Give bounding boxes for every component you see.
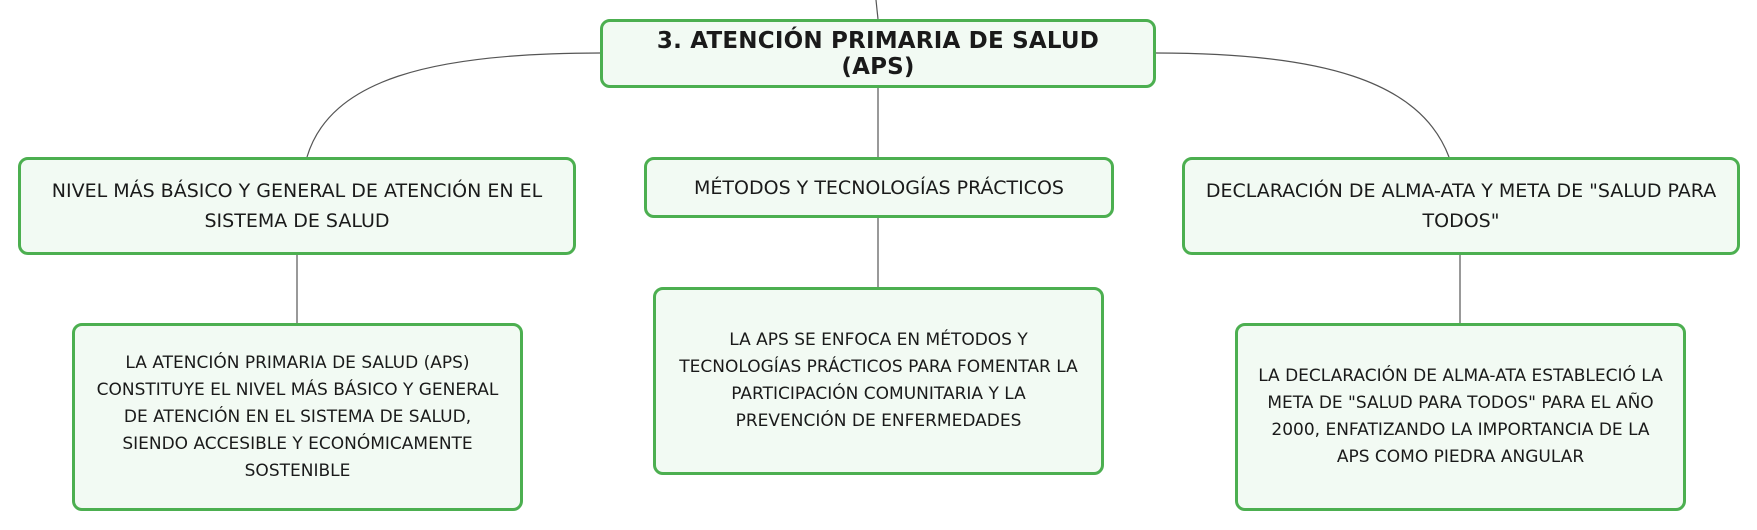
branch-topic-alma-ata[interactable] <box>1182 157 1740 255</box>
branch-topic-basic-level[interactable] <box>18 157 576 255</box>
branch-topic-practical-methods[interactable] <box>644 157 1114 218</box>
detail-topic-alma-ata[interactable] <box>1235 323 1686 511</box>
root-topic[interactable] <box>600 19 1156 88</box>
branch-topic-label: MÉTODOS Y TECNOLOGÍAS PRÁCTICOS <box>694 176 1064 199</box>
detail-topic-text: LA DECLARACIÓN DE ALMA-ATA ESTABLECIÓ LA META DE "SALUD PARA TODOS" PARA EL AÑO 2000, ENFATIZANDO LA IMPORTANCIA DE LA APS COMO PIEDRA ANGULAR <box>1258 366 1663 467</box>
detail-topic-text: LA APS SE ENFOCA EN MÉTODOS Y TECNOLOGÍAS PRÁCTICOS PARA FOMENTAR LA PARTICIPACIÓN COMUNITARIA Y LA PREVENCIÓN DE ENFERMEDADES <box>679 330 1078 431</box>
branch-topic-label: NIVEL MÁS BÁSICO Y GENERAL DE ATENCIÓN EN EL SISTEMA DE SALUD <box>51 180 543 232</box>
connector-parent-to-root <box>876 0 878 19</box>
detail-topic-basic-level[interactable] <box>72 323 523 511</box>
branch-topic-label: DECLARACIÓN DE ALMA-ATA Y META DE "SALUD PARA TODOS" <box>1205 180 1717 232</box>
connector-root-to-right-branch <box>1156 53 1449 157</box>
connector-root-to-left-branch <box>307 53 600 157</box>
root-topic-label: 3. ATENCIÓN PRIMARIA DE SALUD (APS) <box>656 27 1100 80</box>
detail-topic-text: LA ATENCIÓN PRIMARIA DE SALUD (APS) CONSTITUYE EL NIVEL MÁS BÁSICO Y GENERAL DE ATENCIÓN EN EL SISTEMA DE SALUD, SIENDO ACCESIBLE Y ECONÓMICAMENTE SOSTENIBLE <box>96 352 499 481</box>
detail-topic-practical-methods[interactable] <box>653 287 1104 475</box>
